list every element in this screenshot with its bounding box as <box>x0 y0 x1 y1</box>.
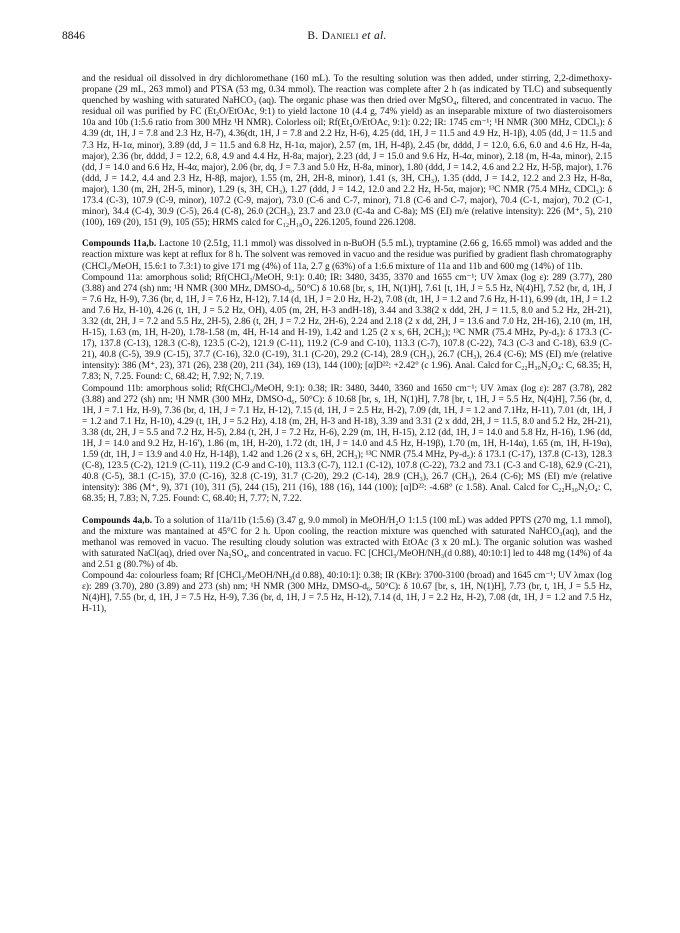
compounds-4ab-procedure <box>82 516 612 571</box>
running-head-etal: et al. <box>361 30 387 42</box>
page <box>62 30 612 615</box>
procedure-text: To a solution of 11a/11b (1:5.6) (3.47 g, 9.0 mmol) in MeOH/H₂O 1:1.5 (100 mL) was added PPTS (270 mg, 1.1 mmol), and the mixture was mantained at 45°C for 2 h. Upon cooling, the reaction mixture was quenched with saturated NaHCO₃(aq), and the methanol was removed in vacuo. The resulting cloudy solution was extracted with EtOAc (3 x 20 mL). The organic solution was washed with saturated NaCl(aq), dried over Na₂SO₄, and concentrated in vacuo. FC [CHCl₃/MeOH/NH₃(d 0.88), 40:10:1] led to 448 mg (14%) of 4a and 2.51 g (80.7%) of 4b. <box>82 515 612 570</box>
page-header <box>62 30 612 52</box>
running-head <box>82 30 612 42</box>
procedure-text: Lactone 10 (2.51g, 11.1 mmol) was dissolved in n-BuOH (5.5 mL), tryptamine (2.66 g, 16.65 mmol) was added and the reaction mixture was kept at reflux for 8 h. The solvent was removed in vacuo and the residue was purified by gradient flash chromatography (CHCl₃/MeOH, 15.6:1 to 7.3:1) to give 171 mg (4%) of 11a, 2.7 g (63%) of a 1:6.6 mixture of 11a and 11b and 600 mg (14%) of 11b. <box>82 239 612 272</box>
compound-11a-data: Compound 11a: amorphous solid; Rf(CHCl₃/MeOH, 9:1): 0.40; IR: 3480, 3435, 3370 and 1655 cm⁻¹; UV λmax (log ε): 289 (3.77), 280 (3.88) and 274 (sh) nm; ¹H NMR (300 MHz, DMSO-d₆, 50°C) δ 10.68 [br, s, 1H, N(1)H], 7.61 [t, 1H, J = 5.5 Hz, N(4)H], 7.52 (br, d, 1H, J = 7.6 Hz, H-9), 7.36 (br, d, 1H, J = 7.6 Hz, H-12), 7.14 (d, 1H, J = 2.0 Hz, H-2), 7.08 (dt, 1H, J = 1.2 and 7.6 Hz, H-11), 6.99 (dt, 1H, J = 1.2 and 7.6 Hz, H-10), 4.26 (t, 1H, J = 5.2 Hz, OH), 4.05 (m, 2H, H-3 andH-18), 3.44 and 3.38(2 x ddd, 2H, J = 11.5, 8.0 and 5.2 Hz, 2H-21), 3.32 (dt, 2H, J = 7.2 and 5.5 Hz, 2H-5), 2.86 (t, 2H, J = 7.2 Hz, 2H-6), 2.24 and 2.18 (2 x dd, 2H, J = 13.6 and 7.0 Hz, 2H-16), 2.10 (m, 1H, H-15), 1.63 (m, 1H, H-20), 1.78-1.58 (m, 4H, H-14 and H-19), 1.42 and 1.25 (2 x s, 6H, 2CH₃); ¹³C NMR (75.4 MHz, Py-d₅): δ 173.3 (C-17), 137.8 (C-13), 128.3 (C-8), 123.5 (C-2), 121.9 (C-11), 119.2 (C-9 and C-10), 113.3 (C-7), 107.8 (C-22), 74.3 (C-3 and C-18), 63.9 (C-21), 40.8 (C-5), 39.9 (C-15), 37.7 (C-16), 32.0 (C-19), 31.1 (C-20), 29.2 (C-14), 28.9 (CH₃), 26.7 (CH₃), 26.4 (C-6); MS (EI) m/e (relative intensity): 386 (M⁺, 23), 371 (26), 238 (20), 211 (34), 169 (13), 144 (100); [α]D²²: +2.42° (c 1.96). Anal. Calcd for C₂₂H₃₀N₂O₄: C, 68.35; H, 7.83; N, 7.25. Found: C, 68.42; H, 7.92; N, 7.19. <box>82 272 612 383</box>
compound-4a-data: Compound 4a: colourless foam; Rf [CHCl₃/MeOH/NH₃(d 0.88), 40:10:1]: 0.38; IR (KBr): 3700-3100 (broad) and 1645 cm⁻¹; UV λmax (log ε): 289 (3.70), 280 (3.89) and 273 (sh) nm; ¹H NMR (300 MHz, DMSO-d₆, 50°C): δ 10.67 [br, s, 1H, N(1)H], 7.73 (br, t, 1H, J = 5.5 Hz, N(4)H], 7.55 (br, d, 1H, J = 7.5 Hz, H-9), 7.36 (br, d, 1H, J = 7.5 Hz, H-12), 7.14 (d, 1H, J = 2.2 Hz, H-2), 7.08 (dt, 1H, J = 1.2 and 7.5 Hz, H-11), <box>82 571 612 615</box>
compound-11b-data: Compound 11b: amorphous solid; Rf(CHCl₃/MeOH, 9:1): 0.38; IR: 3480, 3440, 3360 and 1650 cm⁻¹; UV λmax (log ε): 287 (3.78), 282 (3.88) and 272 (sh) nm; ¹H NMR (300 MHz, DMSO-d₆, 50°C): δ 10.68 [br, s, 1H, N(1)H], 7.78 [br, t, 1H, J = 5.5 Hz, N(4)H], 7.56 (br, d, 1H, J = 7.1 Hz, H-9), 7.36 (br, d, 1H, J = 7.1 Hz, H-12), 7.15 (d, 1H, J = 2.5 Hz, H-2), 7.09 (dt, 1H, J = 1.2 and 7.1Hz, H-11), 7.01 (dt, 1H, J = 1.2 and 7.1 Hz, H-10), 4.29 (t, 1H, J = 5.2 Hz), 4.18 (m, 2H, H-3 and H-18), 3.39 and 3.31 (2 x ddd, 2H, J = 11.5, 8.0 and 5.2 Hz, 2H-21), 3.38 (dt, 2H, J = 5.5 and 7.2 Hz, H-5), 2.84 (t, 2H, J = 7.2 Hz, H-6), 2.29 (m, 1H, H-15), 2.12 (dd, 1H, J = 14.0 and 5.8 Hz, H-16), 1.96 (dd, 1H, J = 14.0 and 9.2 Hz, H-16'), 1.86 (m, 1H, H-20), 1.72 (dt, 1H, J = 14.0 and 4.5 Hz, H-19β), 1.70 (m, 1H, H-14α), 1.65 (m, 1H, H-19α), 1.59 (dt, 1H, J = 13.9 and 4.0 Hz, H-14β), 1.42 and 1.26 (2 x s, 6H, 2CH₃); ¹³C NMR (75.4 MHz, Py-d₅): δ 173.1 (C-17), 137.8 (C-13), 128.3 (C-8), 123.5 (C-2), 121.9 (C-11), 119.2 (C-9 and C-10), 113.3 (C-7), 112.1 (C-12), 107.8 (C-22), 73.2 and 73.1 (C-3 and C-18), 62.9 (C-21), 40.8 (C-5), 38.1 (C-15), 37.0 (C-16), 32.8 (C-19), 31.7 (C-20), 29.2 (C-14), 28.9 (CH₃), 26.7 (CH₃), 26.4 (C-6); MS (EI) m/e (relative intensity): 386 (M⁺, 9), 371 (10), 311 (5), 244 (15), 211 (16), 188 (16), 144 (100); [α]D²²: -4.68° (c 1.58). Anal. Calcd for C₂₂H₃₀N₂O₄: C, 68.35; H, 7.83; N, 7.25. Found: C, 68.40; H, 7.77; N, 7.22. <box>82 383 612 505</box>
intro-paragraph: and the residual oil dissolved in dry dichloromethane (160 mL). To the resulting solution was then added, under stirring, 2,2-dimethoxy-propane (29 mL, 263 mmol) and PTSA (53 mg, 0.34 mmol). The reaction was complete after 2 h (as indicated by TLC) and subsequently quenched by washing with saturated NaHCO₃ (aq). The organic phase was then dried over MgSO₄, filtered, and concentrated in vacuo. The residual oil was purified by FC (Et₂O/EtOAc, 9:1) to yield lactone 10 (4.4 g, 74% yield) as an inseparable mixture of two diasteroisomers 10a and 10b (1:5.6 ratio from 300 MHz ¹H NMR). Colorless oil; Rf(Et₂O/EtOAc, 9:1): 0.22; IR: 1745 cm⁻¹; ¹H NMR (300 MHz, CDCl₃): δ 4.39 (dt, 1H, J = 7.8 and 2.3 Hz, H-7), 4.36(dt, 1H, J = 7.8 and 2.2 Hz, H-6), 4.25 (dd, 1H, J = 11.5 and 4.9 Hz, H-1β), 4.05 (dd, J = 11.5 and 7.3 Hz, H-1α, minor), 3.89 (dd, J = 11.5 and 6.8 Hz, H-1α, major), 2.57 (m, 1H, H-4β), 2.45 (br, dddd, J = 12.0, 6.6, 6.0 and 4.6 Hz, H-4a, major), 2.36 (br, dddd, J = 12.2, 6.8, 4.9 and 4.4 Hz, H-8a, major), 2.23 (dd, J = 15.0 and 9.6 Hz, H-4α, minor), 2.18 (m, H-4a, minor), 2.15 (dd, J = 14.0 and 6.6 Hz, H-4α, major), 2.06 (br, dq, J = 7.3 and 5.0 Hz, H-8a, minor), 1.80 (ddd, J = 14.2, 4.6 and 2.2 Hz, H-5β, major), 1.76 (ddd, J = 14.2, 4.4 and 2.3 Hz, H-8β, major), 1.55 (m, 2H, 2H-8, minor), 1.41 (s, 3H, CH₃), 1.35 (ddd, J = 14.2, 12.2 and 2.3 Hz, H-8α, major), 1.30 (m, 2H, 2H-5, minor), 1.29 (s, 3H, CH₃), 1.27 (ddd, J = 14.2, 12.0 and 2.2 Hz, H-5α, major); ¹³C NMR (75.4 MHz, CDCl₃): δ 173.4 (C-3), 107.9 (C-9, minor), 107.2 (C-9, major), 73.0 (C-6 and C-7, minor), 71.8 (C-6 and C-7, major), 70.4 (C-1, major), 70.2 (C-1, minor), 34.4 (C-4), 30.9 (C-5), 26.4 (C-8), 26.0 (2CH₃), 23.7 and 23.0 (C-4a and C-8a); MS (EI) m/e (relative intensity): 226 (M⁺, 5), 210 (100), 169 (20), 151 (9), 105 (55); HRMS calcd for C₁₂H₁₈O₄ 226.1205, found 226.1208. <box>82 74 612 229</box>
page-number: 8846 <box>62 30 85 42</box>
section-compounds-11ab <box>82 239 612 505</box>
compounds-11ab-procedure <box>82 239 612 272</box>
running-head-author: B. Danieli <box>307 30 359 42</box>
section-heading: Compounds 11a,b. <box>82 239 157 250</box>
section-compounds-4ab <box>82 516 612 616</box>
section-heading: Compounds 4a,b. <box>82 515 153 526</box>
article-body <box>82 74 612 615</box>
